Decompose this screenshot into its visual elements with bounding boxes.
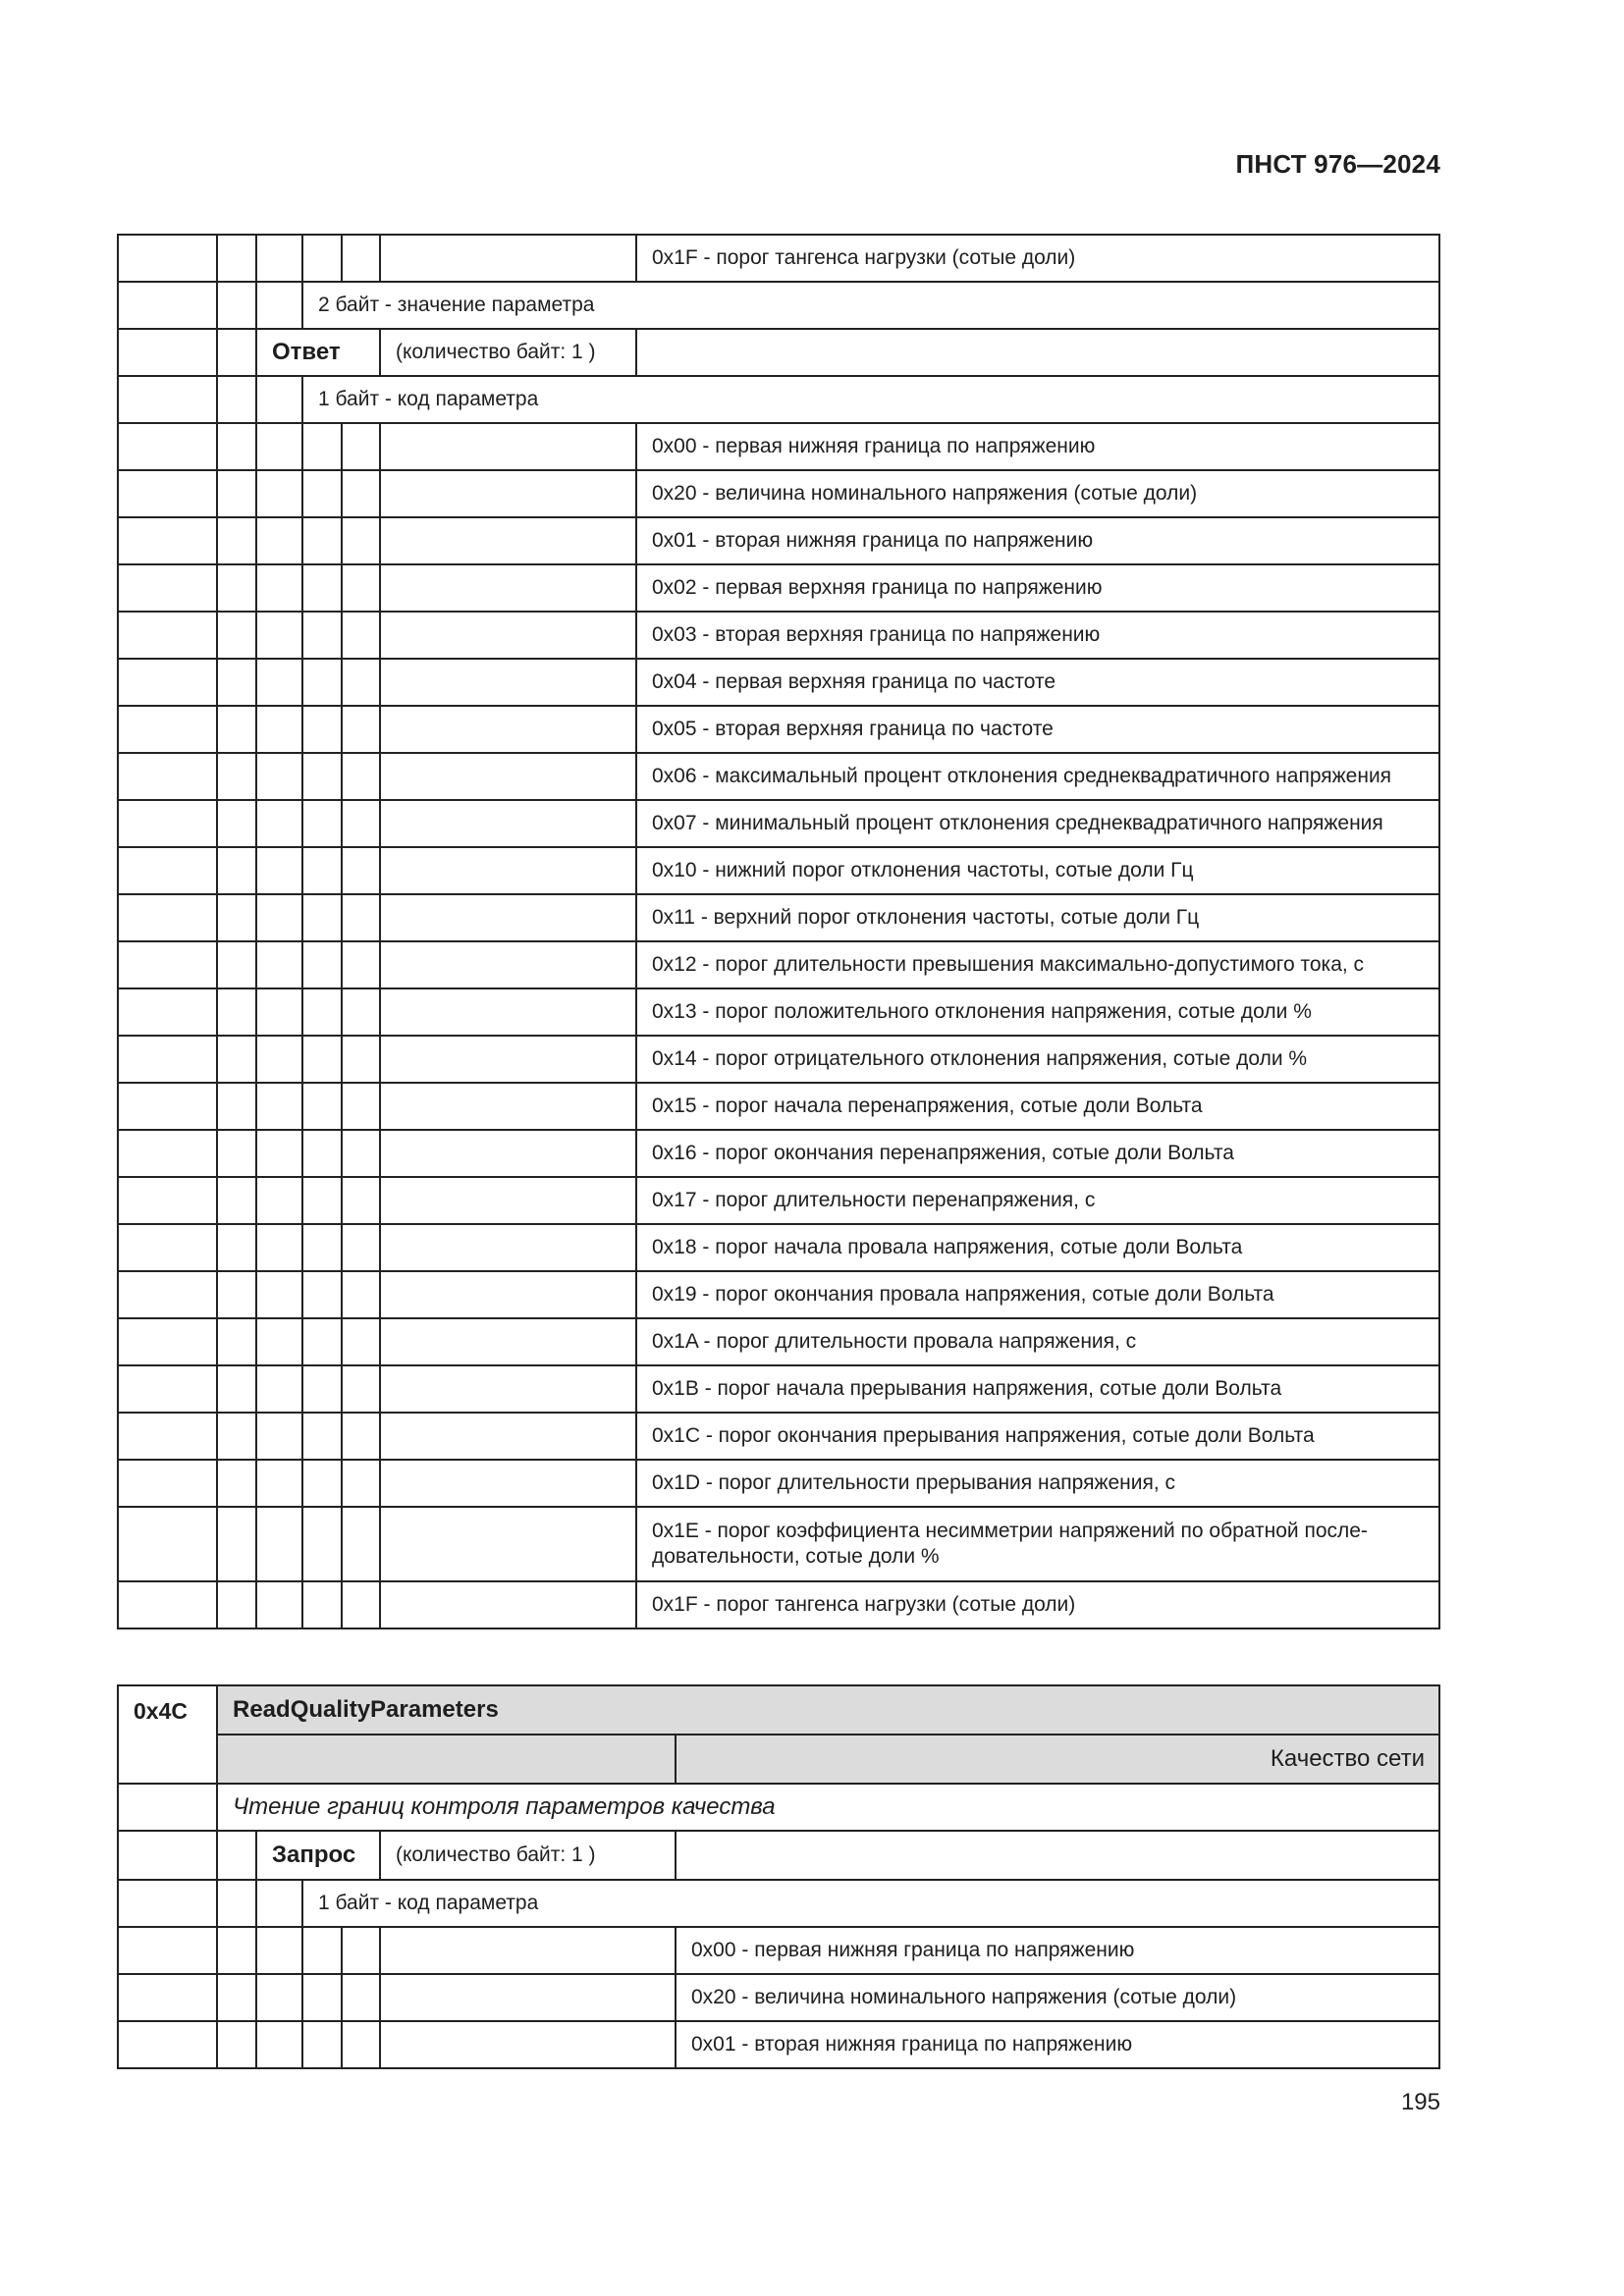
table-row bbox=[118, 800, 1439, 847]
param-cell: 0x18 - порог начала провала напряжения, сотые доли Вольта bbox=[636, 1224, 1439, 1271]
table-row bbox=[118, 1974, 1439, 2021]
param-cell: 0x05 - вторая верхняя граница по частоте bbox=[636, 706, 1439, 753]
table-row bbox=[118, 329, 1439, 376]
param-cell: 0x00 - первая нижняя граница по напряжению bbox=[636, 423, 1439, 470]
param-cell: 0x1F - порог тангенса нагрузки (сотые доли) bbox=[636, 235, 1439, 282]
param-cell: 0x15 - порог начала перенапряжения, сотые доли Вольта bbox=[636, 1083, 1439, 1130]
param-cell: 0x03 - вторая верхняя граница по напряжению bbox=[636, 612, 1439, 659]
param-cell: 0x20 - величина номинального напряжения (сотые доли) bbox=[636, 470, 1439, 517]
table-row bbox=[118, 564, 1439, 612]
param-cell: 0x1C - порог окончания прерывания напряжения, сотые доли Вольта bbox=[636, 1413, 1439, 1460]
table-row bbox=[118, 1460, 1439, 1507]
param-cell: 0x1E - порог коэффициента несимметрии напряжений по обратной после-довательности, сотые доли % bbox=[636, 1507, 1439, 1581]
table-row bbox=[118, 470, 1439, 517]
table-row bbox=[118, 1581, 1439, 1629]
table-row bbox=[118, 517, 1439, 564]
document-id: ПНСТ 976—2024 bbox=[1235, 149, 1440, 179]
param-cell: 0x14 - порог отрицательного отклонения напряжения, сотые доли % bbox=[636, 1036, 1439, 1083]
code-bytes-cell: 1 байт - код параметра bbox=[302, 1880, 1439, 1927]
read-quality-parameters-table bbox=[117, 1684, 1440, 2069]
param-cell: 0x16 - порог окончания перенапряжения, сотые доли Вольта bbox=[636, 1130, 1439, 1177]
page-number: 195 bbox=[1400, 2089, 1440, 2115]
function-code: 0x4C bbox=[118, 1685, 217, 1784]
table-row bbox=[118, 1413, 1439, 1460]
code-bytes-cell: 1 байт - код параметра bbox=[302, 376, 1439, 423]
table-row bbox=[118, 941, 1439, 988]
param-cell: 0x1D - порог длительности прерывания напряжения, с bbox=[636, 1460, 1439, 1507]
table-row bbox=[118, 1224, 1439, 1271]
table-row bbox=[118, 1784, 1439, 1831]
table-row bbox=[118, 1365, 1439, 1413]
param-cell: 0x02 - первая верхняя граница по напряжению bbox=[636, 564, 1439, 612]
table-row bbox=[118, 423, 1439, 470]
table-row bbox=[118, 894, 1439, 941]
table-row bbox=[118, 1831, 1439, 1880]
description-cell: Чтение границ контроля параметров качества bbox=[217, 1784, 1439, 1831]
param-cell: 0x1B - порог начала прерывания напряжения, сотые доли Вольта bbox=[636, 1365, 1439, 1413]
param-cell: 0x11 - верхний порог отклонения частоты, сотые доли Гц bbox=[636, 894, 1439, 941]
value-bytes-cell: 2 байт - значение параметра bbox=[302, 282, 1439, 329]
param-cell: 0x01 - вторая нижняя граница по напряжению bbox=[676, 2021, 1439, 2068]
table-row bbox=[118, 235, 1439, 282]
function-name: ReadQualityParameters bbox=[217, 1685, 1439, 1735]
table-row bbox=[118, 1880, 1439, 1927]
param-cell: 0x17 - порог длительности перенапряжения, с bbox=[636, 1177, 1439, 1224]
parameters-table-continued bbox=[117, 234, 1440, 1629]
table-row bbox=[118, 1685, 1439, 1735]
response-label: Ответ bbox=[256, 329, 380, 376]
table-row bbox=[118, 282, 1439, 329]
table-row bbox=[118, 2021, 1439, 2068]
table-row bbox=[118, 706, 1439, 753]
table-row bbox=[118, 847, 1439, 894]
table-row bbox=[118, 1130, 1439, 1177]
param-cell: 0x12 - порог длительности превышения максимально-допустимого тока, с bbox=[636, 941, 1439, 988]
table-row bbox=[118, 988, 1439, 1036]
request-byte-count: (количество байт: 1 ) bbox=[380, 1831, 676, 1880]
table-row bbox=[118, 1927, 1439, 1974]
response-byte-count: (количество байт: 1 ) bbox=[380, 329, 636, 376]
param-cell: 0x00 - первая нижняя граница по напряжению bbox=[676, 1927, 1439, 1974]
category-cell: Качество сети bbox=[676, 1735, 1439, 1784]
param-cell: 0x06 - максимальный процент отклонения среднеквадратичного напряжения bbox=[636, 753, 1439, 800]
table-row bbox=[118, 612, 1439, 659]
table-row bbox=[118, 1507, 1439, 1581]
param-cell: 0x1A - порог длительности провала напряжения, с bbox=[636, 1318, 1439, 1365]
table-row bbox=[118, 376, 1439, 423]
request-label: Запрос bbox=[256, 1831, 380, 1880]
param-cell: 0x19 - порог окончания провала напряжения, сотые доли Вольта bbox=[636, 1271, 1439, 1318]
param-cell: 0x04 - первая верхняя граница по частоте bbox=[636, 659, 1439, 706]
table-row bbox=[118, 659, 1439, 706]
table-row bbox=[118, 1083, 1439, 1130]
param-cell: 0x07 - минимальный процент отклонения среднеквадратичного напряжения bbox=[636, 800, 1439, 847]
param-cell: 0x01 - вторая нижняя граница по напряжению bbox=[636, 517, 1439, 564]
table-row bbox=[118, 1036, 1439, 1083]
param-cell: 0x1F - порог тангенса нагрузки (сотые доли) bbox=[636, 1581, 1439, 1629]
param-cell: 0x10 - нижний порог отклонения частоты, сотые доли Гц bbox=[636, 847, 1439, 894]
table-row bbox=[118, 753, 1439, 800]
param-cell: 0x20 - величина номинального напряжения (сотые доли) bbox=[676, 1974, 1439, 2021]
table-row bbox=[118, 1318, 1439, 1365]
param-cell: 0x13 - порог положительного отклонения напряжения, сотые доли % bbox=[636, 988, 1439, 1036]
table-row bbox=[118, 1177, 1439, 1224]
table-row bbox=[118, 1735, 1439, 1784]
table-row bbox=[118, 1271, 1439, 1318]
